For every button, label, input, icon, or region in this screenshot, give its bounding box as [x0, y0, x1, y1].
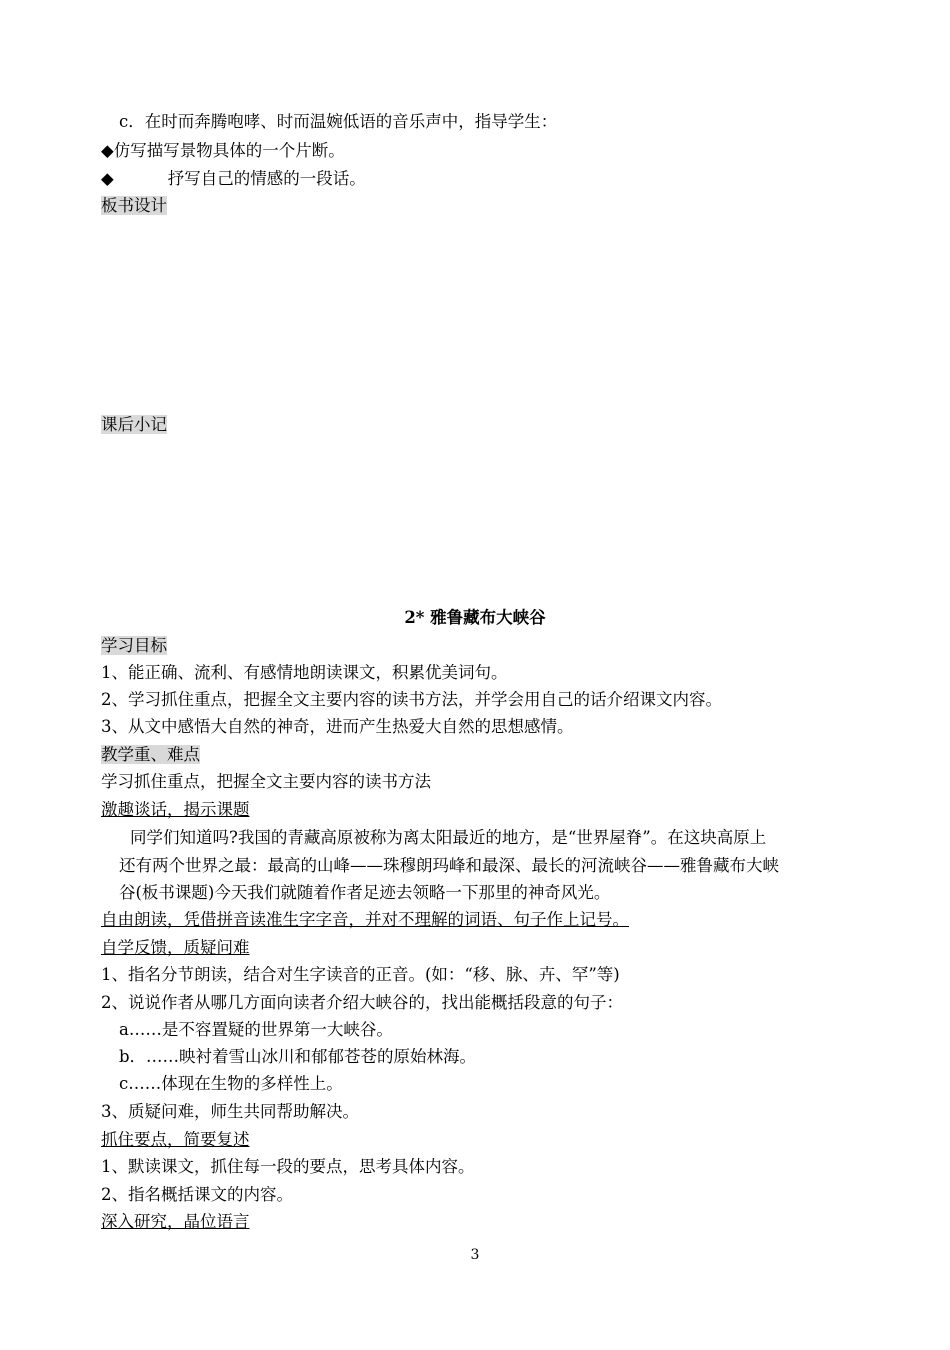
intro-paragraph-line: 同学们知道吗?我国的青藏高原被称为离太阳最近的地方，是“世界屋脊”。在这块高原上: [130, 828, 767, 847]
retell-item: 1、默读课文，抓住每一段的要点，思考具体内容。: [101, 1157, 475, 1176]
self-study-subitem: b．……映衬着雪山冰川和郁郁苍苍的原始林海。: [119, 1047, 477, 1066]
bullet-item-1-text: 仿写描写景物具体的一个片断。: [113, 141, 345, 160]
instruction-line-c: c．在时而奔腾咆哮、时而温婉低语的音乐声中，指导学生：: [119, 112, 558, 131]
bullet-item-1: [101, 140, 345, 162]
section-heading-intro: 激趣谈话，揭示课题: [101, 800, 250, 819]
bullet-diamond-icon: ◆: [101, 169, 114, 188]
self-study-item: 2、说说作者从哪几方面向读者介绍大峡谷的，找出能概括段意的句子：: [101, 993, 623, 1012]
board-design-heading: 板书设计: [101, 196, 167, 215]
goal-item: 1、能正确、流利、有感情地朗读课文，积累优美词句。: [101, 663, 508, 682]
bullet-item-2-text: 抒写自己的情感的一段话。: [167, 169, 366, 188]
intro-paragraph-line: 还有两个世界之最：最高的山峰——珠穆朗玛峰和最深、最长的河流峡谷——雅鲁藏布大峡: [119, 856, 779, 875]
goals-heading: 学习目标: [101, 636, 167, 655]
self-study-subitem: c……体现在生物的多样性上。: [119, 1074, 343, 1093]
page-number: 3: [470, 1247, 480, 1263]
section-heading-research: 深入研究，晶位语言: [101, 1212, 250, 1231]
self-study-item: 1、指名分节朗读，结合对生字读音的正音。(如：“移、脉、卉、罕”等): [101, 965, 620, 984]
self-study-item: 3、质疑问难，师生共同帮助解决。: [101, 1102, 359, 1121]
bullet-item-2: [101, 168, 366, 190]
retell-item: 2、指名概括课文的内容。: [101, 1185, 293, 1204]
lesson-title: 2* 雅鲁藏布大峡谷: [404, 608, 546, 627]
self-study-subitem: a……是不容置疑的世界第一大峡谷。: [119, 1020, 393, 1039]
after-class-notes-heading: 课后小记: [101, 415, 167, 434]
bullet-diamond-icon: ◆: [101, 141, 114, 160]
section-heading-free-reading: 自由朗读，凭借拼音读准生字字音，并对不理解的词语、句子作上记号。: [101, 910, 629, 929]
intro-paragraph-line: 谷(板书课题)今天我们就随着作者足迹去领略一下那里的神奇风光。: [119, 883, 611, 902]
key-points-text: 学习抓住重点，把握全文主要内容的读书方法: [101, 772, 431, 791]
goal-item: 2、学习抓住重点，把握全文主要内容的读书方法，并学会用自己的话介绍课文内容。: [101, 690, 722, 709]
goal-item: 3、从文中感悟大自然的神奇，进而产生热爱大自然的思想感情。: [101, 717, 574, 736]
section-heading-retell: 抓住要点，简要复述: [101, 1130, 250, 1149]
section-heading-self-study: 自学反馈，质疑问难: [101, 938, 250, 957]
key-points-heading: 教学重、难点: [101, 745, 200, 764]
